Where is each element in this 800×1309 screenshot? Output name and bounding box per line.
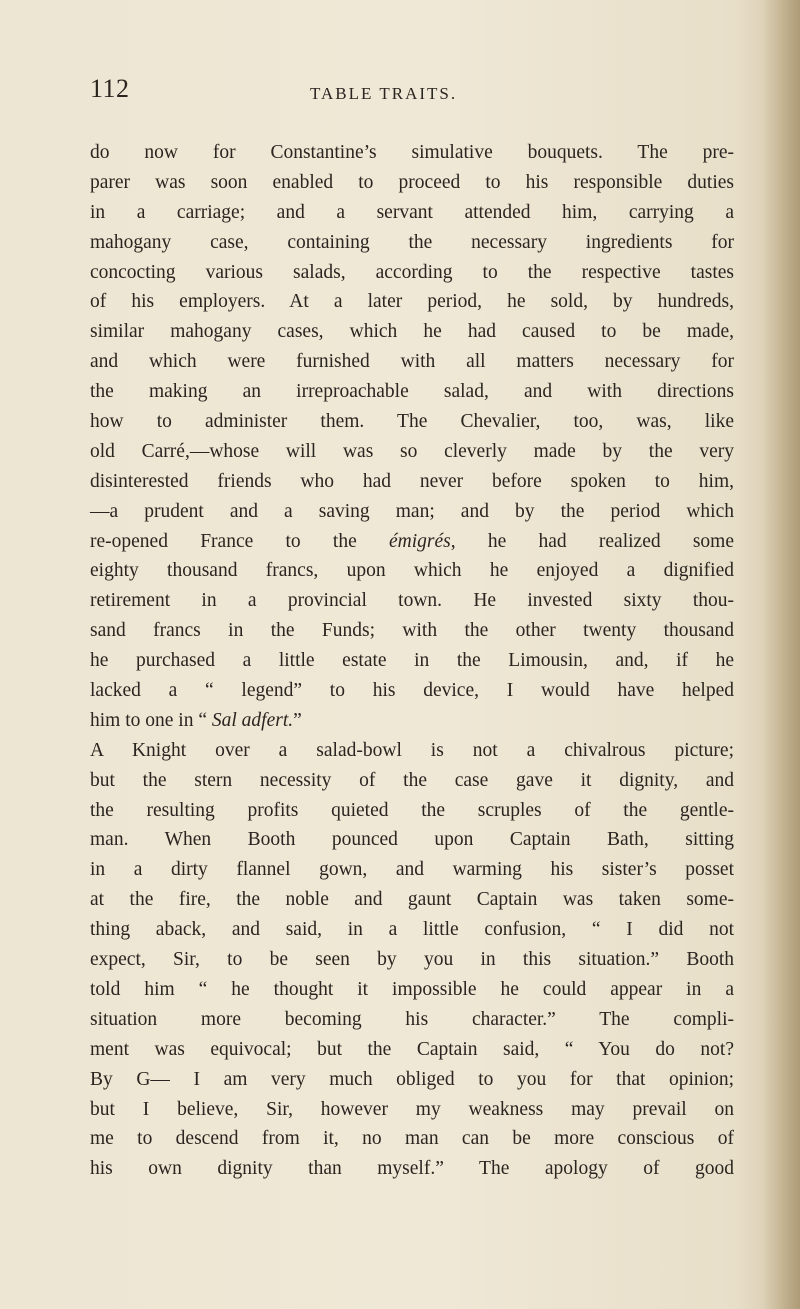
- text-line: situation more becoming his character.” The compli-: [90, 1008, 734, 1030]
- text-line: —a prudent and a saving man; and by the period which: [90, 500, 734, 522]
- text-line: ment was equivocal; but the Captain said, “ You do not?: [90, 1038, 734, 1060]
- text-line: By G— I am very much obliged to you for that opinion;: [90, 1068, 734, 1090]
- text-line: but the stern necessity of the case gave it dignity, and: [90, 769, 734, 791]
- text-line: do now for Constantine’s simulative bouquets. The pre-: [90, 142, 734, 163]
- text-line: A Knight over a salad-bowl is not a chivalrous picture;: [90, 739, 734, 761]
- text-line: but I believe, Sir, however my weakness may prevail on: [90, 1098, 734, 1120]
- body-text: [90, 138, 734, 1184]
- text-line: his own dignity than myself.” The apology of good: [90, 1158, 734, 1180]
- text-line: told him “ he thought it impossible he could appear in a: [90, 978, 734, 1000]
- text-line: re-opened France to the émigrés, he had realized some: [90, 530, 735, 552]
- text-line: of his employers. At a later period, he sold, by hundreds,: [90, 291, 734, 313]
- text-line: disinterested friends who had never before spoken to him,: [90, 470, 734, 492]
- text-line: the making an irreproachable salad, and with directions: [90, 381, 734, 403]
- text-line: similar mahogany cases, which he had caused to be made,: [90, 321, 734, 343]
- text-line: the resulting profits quieted the scruples of the gentle-: [90, 799, 734, 821]
- text-line: me to descend from it, no man can be more conscious of: [90, 1128, 734, 1150]
- text-line: how to administer them. The Chevalier, too, was, like: [90, 411, 734, 433]
- text-line: at the fire, the noble and gaunt Captain was taken some-: [90, 889, 734, 911]
- text-line: thing aback, and said, in a little confusion, “ I did not: [90, 919, 734, 941]
- text-line: parer was soon enabled to proceed to his responsible duties: [90, 171, 734, 193]
- text-line: sand francs in the Funds; with the other twenty thousand: [90, 620, 734, 642]
- text-line: eighty thousand francs, upon which he enjoyed a dignified: [90, 560, 734, 582]
- text-line: lacked a “ legend” to his device, I would have helped: [90, 680, 734, 702]
- text-line: mahogany case, containing the necessary ingredients for: [90, 231, 734, 253]
- page-header: [90, 74, 690, 104]
- text-line: expect, Sir, to be seen by you in this situation.” Booth: [90, 949, 734, 971]
- text-line: retirement in a provincial town. He invested sixty thou-: [90, 590, 734, 612]
- text-line: he purchased a little estate in the Limousin, and, if he: [90, 650, 734, 672]
- page-number: 112: [90, 74, 130, 103]
- text-line: and which were furnished with all matters necessary for: [90, 351, 734, 373]
- text-line: him to one in “ Sal adfert.”: [90, 709, 302, 731]
- text-line: in a carriage; and a servant attended him, carrying a: [90, 201, 734, 223]
- text-line: old Carré,—whose will was so cleverly made by the very: [90, 440, 734, 462]
- text-line: in a dirty flannel gown, and warming his sister’s posset: [90, 859, 734, 881]
- running-head: TABLE TRAITS.: [310, 84, 458, 103]
- page-edge-shadow: [762, 0, 800, 1309]
- text-line: man. When Booth pounced upon Captain Bath, sitting: [90, 829, 734, 851]
- text-line: concocting various salads, according to the respective tastes: [90, 261, 734, 283]
